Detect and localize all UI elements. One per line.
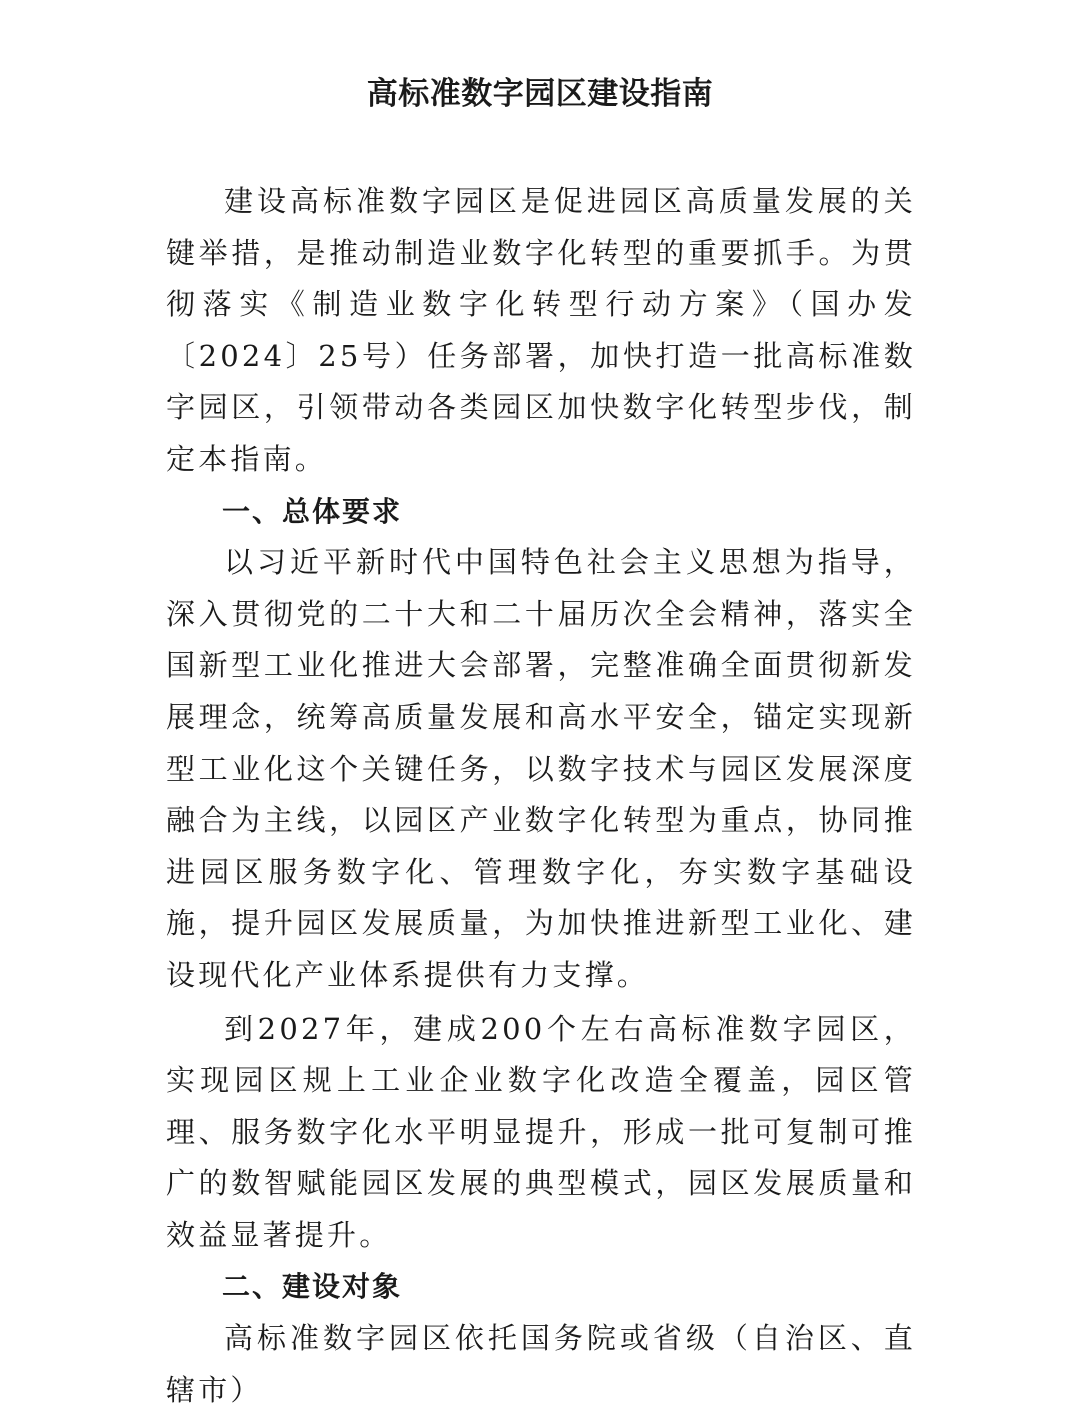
intro-paragraph: 建设高标准数字园区是促进园区高质量发展的关键举措，是推动制造业数字化转型的重要抓手。为贯彻落实《制造业数字化转型行动方案》（国办发〔2024〕25号）任务部署，加快打造一批高标准数字园区，引领带动各类园区加快数字化转型步伐，制定本指南。	[166, 184, 916, 476]
section-heading-construction-targets: 二、建设对象	[222, 1270, 403, 1304]
general-requirements-paragraph: 以习近平新时代中国特色社会主义思想为指导，深入贯彻党的二十大和二十届历次全会精神，落实全国新型工业化推进大会部署，完整准确全面贯彻新发展理念，统筹高质量发展和高水平安全，锚定实现新型工业化这个关键任务，以数字技术与园区发展深度融合为主线，以园区产业数字化转型为重点，协同推进园区服务数字化、管理数字化，夯实数字基础设施，提升园区发展质量，为加快推进新型工业化、建设现代化产业体系提供有力支撑。	[166, 545, 916, 992]
section-heading-general-requirements: 一、总体要求	[222, 494, 403, 528]
goals-paragraph: 到2027年，建成200个左右高标准数字园区，实现园区规上工业企业数字化改造全覆盖，园区管理、服务数字化水平明显提升，形成一批可复制可推广的数智赋能园区发展的典型模式，园区发展质量和效益显著提升。	[166, 1011, 916, 1252]
construction-targets-paragraph: 高标准数字园区依托国务院或省级（自治区、直辖市）	[166, 1321, 916, 1407]
document-body	[166, 176, 916, 1416]
document-title: 高标准数字园区建设指南	[366, 76, 714, 112]
